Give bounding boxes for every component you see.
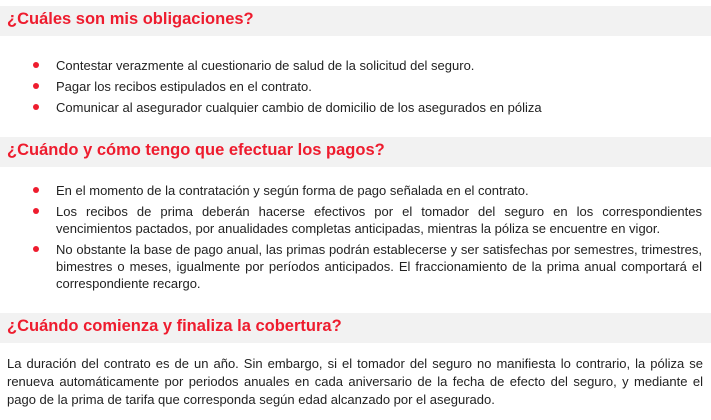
list-item — [0, 78, 711, 95]
bullet-list-pagos — [0, 182, 711, 296]
list-item-text: En el momento de la contratación y según forma de pago señalada en el contrato. — [56, 183, 529, 198]
section-header-pagos — [0, 137, 711, 167]
list-item-text: Contestar verazmente al cuestionario de salud de la solicitud del seguro. — [56, 58, 475, 73]
list-item — [0, 99, 711, 116]
bullet-icon — [33, 104, 39, 110]
section-title: ¿Cuáles son mis obligaciones? — [7, 10, 254, 28]
section-title: ¿Cuándo y cómo tengo que efectuar los pagos? — [7, 141, 385, 159]
bullet-list-obligaciones — [0, 57, 711, 120]
bullet-icon — [33, 187, 39, 193]
bullet-icon — [33, 62, 39, 68]
cobertura-paragraph: La duración del contrato es de un año. Sin embargo, si el tomador del seguro no manifiesta lo contrario, la póliza se renueva automáticamente por periodos anuales en cada aniversario de la fecha de efecto del seguro, y mediante el pago de la prima de tarifa que corresponda según edad alcanzado por el asegurado. — [7, 356, 703, 407]
section-header-obligaciones — [0, 6, 711, 36]
list-item-text: Comunicar al asegurador cualquier cambio de domicilio de los asegurados en póliza — [56, 100, 542, 115]
list-item — [0, 241, 711, 292]
list-item — [0, 182, 711, 199]
bullet-icon — [33, 246, 39, 252]
list-item-text: Pagar los recibos estipulados en el contrato. — [56, 79, 312, 94]
section-header-cobertura — [0, 313, 711, 343]
list-item-text: No obstante la base de pago anual, las primas podrán establecerse y ser satisfechas por semestres, trimestres, bimestres o meses, igualmente por períodos anticipados. El fraccionamiento de la prima anual comportará el correspondiente recargo. — [56, 242, 702, 291]
bullet-icon — [33, 83, 39, 89]
list-item-text: Los recibos de prima deberán hacerse efectivos por el tomador del seguro en los correspondientes vencimientos pactados, por anualidades completas anticipadas, mientras la póliza se encuentre en vigor. — [56, 204, 702, 236]
list-item — [0, 57, 711, 74]
bullet-icon — [33, 208, 39, 214]
section-title: ¿Cuándo comienza y finaliza la cobertura? — [7, 317, 342, 335]
list-item — [0, 203, 711, 237]
